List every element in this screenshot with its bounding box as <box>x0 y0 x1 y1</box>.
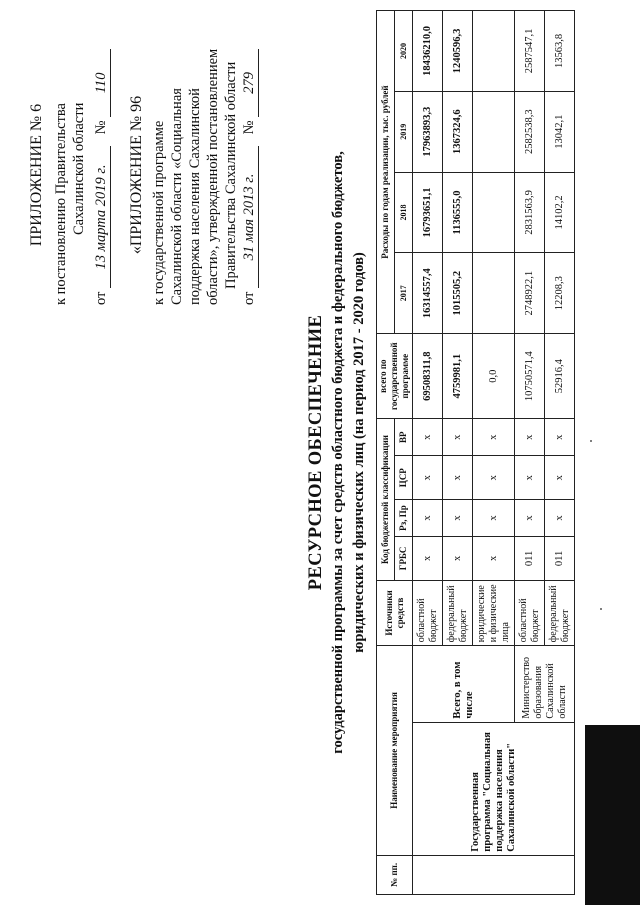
table-header-row-1 <box>377 11 395 895</box>
scan-edge-shadow <box>585 725 640 905</box>
appendix-number: 110 <box>92 49 111 117</box>
csr-cell: х <box>413 456 443 500</box>
prev-appendix-line2: Сахалинской области «Социальная <box>169 88 185 305</box>
y2019-cell: 1367324,6 <box>443 91 473 172</box>
y2017-cell: 2748922,1 <box>515 253 545 334</box>
y2019-cell: 2582538,3 <box>515 91 545 172</box>
header-csr: ЦСР <box>395 456 413 500</box>
prev-appendix-line5: Правительства Сахалинской области <box>223 61 239 289</box>
grbs-cell: х <box>413 537 443 581</box>
total-label: Всего, в том числе <box>413 646 515 722</box>
y2018-cell <box>473 172 515 253</box>
source-cell: федеральный бюджет <box>443 580 473 645</box>
document-subtitle-1: государственной программы за счет средств областного бюджета и федерального бюджетов, <box>330 151 346 754</box>
resource-table <box>376 10 575 895</box>
header-source: Источники средств <box>377 580 413 645</box>
header-budget-code: Код бюджетной классификации <box>377 419 395 581</box>
csr-cell: х <box>545 456 575 500</box>
vr-cell: х <box>473 419 515 456</box>
prev-appendix-date: 31 мая 2013 г. <box>240 146 259 288</box>
prev-appendix-number: 279 <box>240 49 259 117</box>
prev-appendix-date-prefix: от <box>241 291 257 305</box>
grbs-cell: 011 <box>545 537 575 581</box>
prev-appendix-line1: к государственной программе <box>151 120 167 305</box>
vr-cell: х <box>545 419 575 456</box>
total-cell: 4759981,1 <box>443 334 473 419</box>
y2020-cell: 13563,8 <box>545 11 575 92</box>
rz-cell: х <box>413 500 443 537</box>
vr-cell: х <box>515 419 545 456</box>
header-rz-pr: Рз, Пр <box>395 500 413 537</box>
grbs-cell: 011 <box>515 537 545 581</box>
source-cell: юридические и физические лица <box>473 580 515 645</box>
table-row <box>413 11 443 895</box>
document-title: РЕСУРСНОЕ ОБЕСПЕЧЕНИЕ <box>306 314 326 591</box>
source-cell: областной бюджет <box>413 580 443 645</box>
y2017-cell: 1015505,2 <box>443 253 473 334</box>
header-years: Расходы по годам реализации, тыс. рублей <box>377 11 395 334</box>
y2018-cell: 1136555,0 <box>443 172 473 253</box>
header-2017: 2017 <box>395 253 413 334</box>
y2018-cell: 16793651,1 <box>413 172 443 253</box>
appendix-date-line <box>92 45 111 305</box>
y2020-cell: 2587547,1 <box>515 11 545 92</box>
ministry-name: Министерство образования Сахалинской области <box>515 646 575 722</box>
header-2020: 2020 <box>395 11 413 92</box>
vr-cell: х <box>443 419 473 456</box>
y2017-cell: 12208,3 <box>545 253 575 334</box>
header-vr: ВР <box>395 419 413 456</box>
appendix-title: ПРИЛОЖЕНИЕ № 6 <box>28 103 45 247</box>
y2019-cell: 13042,1 <box>545 91 575 172</box>
appendix-line1: к постановлению Правительства <box>53 103 69 305</box>
y2020-cell <box>473 11 515 92</box>
header-total: всего по государственной программе <box>377 334 413 419</box>
scan-speck <box>600 608 602 610</box>
csr-cell: х <box>473 456 515 500</box>
y2018-cell: 2831563,9 <box>515 172 545 253</box>
total-cell: 0,0 <box>473 334 515 419</box>
header-2018: 2018 <box>395 172 413 253</box>
source-cell: федеральный бюджет <box>545 580 575 645</box>
appendix-number-prefix: № <box>93 120 109 135</box>
y2020-cell: 18436210,0 <box>413 11 443 92</box>
grbs-cell: х <box>443 537 473 581</box>
y2017-cell <box>473 253 515 334</box>
total-cell: 10750571,4 <box>515 334 545 419</box>
vr-cell: х <box>413 419 443 456</box>
program-name: Государственная программа "Социальная поддержка населения Сахалинской области" <box>413 722 575 855</box>
header-2019: 2019 <box>395 91 413 172</box>
appendix-date-prefix: от <box>93 291 109 305</box>
prev-appendix-title: «ПРИЛОЖЕНИЕ № 96 <box>128 95 145 255</box>
source-cell: областной бюджет <box>515 580 545 645</box>
total-cell: 69508311,8 <box>413 334 443 419</box>
prev-appendix-block <box>128 45 259 305</box>
prev-appendix-date-line <box>240 45 259 305</box>
header-name: Наименование мероприятия <box>377 646 413 856</box>
document-subtitle-2: юридических и физических лиц (на период 2017 - 2020 годов) <box>351 252 367 653</box>
appendix-6-block <box>28 45 111 305</box>
cell-num <box>413 855 575 894</box>
prev-appendix-line4: области», утвержденной постановлением <box>205 48 221 305</box>
rz-cell: х <box>545 500 575 537</box>
y2018-cell: 14102,2 <box>545 172 575 253</box>
prev-appendix-number-prefix: № <box>241 120 257 135</box>
y2019-cell: 17963893,3 <box>413 91 443 172</box>
rz-cell: х <box>473 500 515 537</box>
grbs-cell: х <box>473 537 515 581</box>
y2020-cell: 1240596,3 <box>443 11 473 92</box>
appendix-line2: Сахалинской области <box>71 102 87 235</box>
csr-cell: х <box>515 456 545 500</box>
csr-cell: х <box>443 456 473 500</box>
prev-appendix-line3: поддержка населения Сахалинской <box>187 88 203 305</box>
total-cell: 52916,4 <box>545 334 575 419</box>
y2019-cell <box>473 91 515 172</box>
header-num: № пп. <box>377 855 413 894</box>
scan-speck <box>590 440 592 442</box>
y2017-cell: 16314557,4 <box>413 253 443 334</box>
appendix-date: 13 марта 2019 г. <box>92 146 111 288</box>
rz-cell: х <box>515 500 545 537</box>
header-grbs: ГРБС <box>395 537 413 581</box>
rz-cell: х <box>443 500 473 537</box>
